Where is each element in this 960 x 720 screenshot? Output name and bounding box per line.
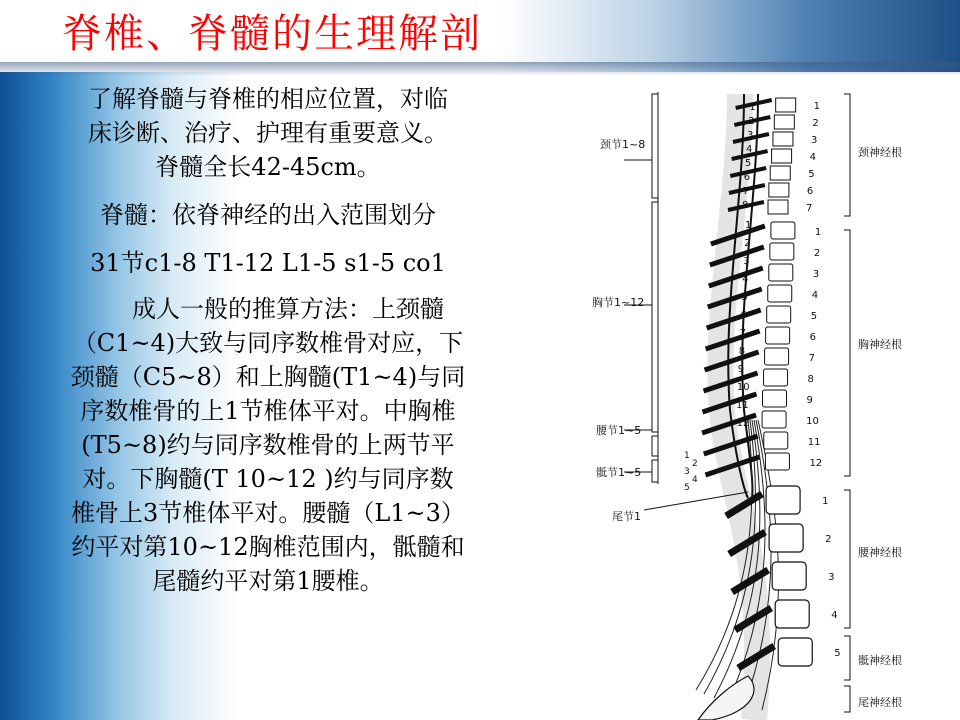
lumbar-vertebra (775, 600, 809, 628)
cervical-vertebra (769, 183, 789, 197)
cervical-vertebra (772, 149, 792, 163)
cord-thoracic-number: 9 (737, 364, 745, 375)
cord-thoracic-number: 7 (739, 328, 746, 339)
cord-cervical-number: 3 (747, 130, 754, 141)
right-brackets (844, 94, 850, 712)
lumbar-vertebra (778, 638, 812, 666)
lumbar-vertebra-number: 3 (828, 572, 835, 583)
lumbar-vertebra-number: 2 (825, 534, 832, 545)
thoracic-vertebra (764, 432, 788, 449)
method-line: 颈髓（C5~8）和上胸髓(T1~4)与同 (70, 363, 466, 391)
label-lumbar-segments: 腰节1~5 (596, 424, 642, 437)
thoracic-vertebra-number: 7 (808, 353, 815, 364)
cord-cervical-number: 6 (743, 172, 751, 183)
label-sacral-segments: 骶节1~5 (596, 466, 642, 479)
intro-line-1: 了解脊髓与脊椎的相应位置，对临 (88, 85, 448, 113)
method-line: 序数椎骨的上1节椎体平对。中胸椎 (80, 397, 456, 425)
thoracic-vertebra-number: 10 (806, 416, 819, 427)
cervical-vertebra-number: 6 (806, 186, 814, 197)
cord-thoracic-number: 6 (740, 310, 747, 321)
cord-cervical-number: 2 (748, 116, 755, 127)
thoracic-vertebra (771, 222, 795, 239)
thoracic-vertebra (765, 453, 789, 470)
segments-line: 31节c1-8 T1-12 L1-5 s1-5 co1 (90, 249, 446, 277)
thoracic-vertebra-number: 8 (807, 374, 814, 385)
cord-lumbosacral-number: 1 (684, 451, 690, 461)
cervical-vertebra-number: 5 (808, 169, 815, 180)
body-text (14, 82, 522, 598)
thoracic-vertebra (769, 264, 793, 281)
spine-diagram-svg (562, 80, 960, 720)
lumbar-vertebra (772, 562, 806, 590)
method-line: （C1~4)大致与同序数椎骨对应，下 (72, 329, 464, 357)
spine-diagram (562, 80, 960, 720)
cervical-vertebra (774, 115, 794, 129)
cord-thoracic-number: 10 (736, 382, 750, 393)
cervical-vertebra-number: 7 (806, 203, 813, 214)
cord-cervical-number: 8 (742, 200, 749, 211)
thoracic-vertebra (770, 243, 794, 260)
method-line: 椎骨上3节椎体平对。腰髓（L1~3） (71, 499, 465, 527)
cord-cervical-number: 1 (749, 102, 756, 113)
division-line: 脊髓：依脊神经的出入范围划分 (100, 201, 436, 229)
label-coccygeal-roots: 尾神经根 (858, 696, 902, 709)
slide-title: 脊椎、脊髓的生理解剖 (62, 11, 482, 57)
label-thoracic-roots: 胸神经根 (858, 338, 902, 351)
thoracic-vertebra-number: 9 (806, 395, 813, 406)
cord-lumbosacral-number: 5 (684, 483, 690, 493)
cord-lumbosacral-number: 4 (692, 475, 698, 485)
cord-cervical-number: 7 (742, 186, 750, 197)
cord-thoracic-number: 5 (741, 292, 748, 303)
cervical-vertebra (768, 200, 788, 214)
cord-thoracic-number: 12 (736, 418, 750, 429)
cervical-vertebra (773, 132, 793, 146)
cord-thoracic-number: 1 (745, 220, 752, 231)
lumbar-vertebra-number: 4 (831, 610, 838, 621)
method-line: 尾髓约平对第1腰椎。 (152, 567, 384, 595)
lumbar-vertebra (766, 486, 800, 514)
intro-line-2: 床诊断、治疗、护理有重要意义。 (88, 119, 448, 147)
method-line: 约平对第10~12胸椎范围内，骶髓和 (71, 533, 465, 561)
thoracic-vertebra-number: 12 (809, 458, 823, 469)
lumbar-vertebra (769, 524, 803, 552)
method-paragraph (14, 292, 522, 598)
cord-thoracic-number: 4 (742, 274, 749, 285)
cord-cervical-number: 5 (744, 158, 752, 169)
cervical-vertebra (770, 166, 790, 180)
thoracic-vertebra-number: 3 (812, 269, 820, 280)
lumbar-vertebra-number: 1 (822, 496, 829, 507)
cervical-vertebra-number: 1 (813, 101, 821, 112)
cord-lumbosacral-number: 2 (692, 459, 698, 469)
label-sacral-roots: 骶神经根 (858, 654, 902, 667)
thoracic-vertebra (768, 285, 792, 302)
cord-thoracic-number: 2 (744, 238, 751, 249)
length-line: 脊髓全长42-45cm。 (155, 153, 381, 181)
cervical-vertebra (776, 98, 796, 112)
cervical-vertebra-number: 2 (812, 118, 819, 129)
thoracic-vertebra-number: 11 (807, 437, 821, 448)
cord-thoracic-number: 8 (738, 346, 746, 357)
cervical-vertebra-number: 4 (809, 152, 816, 163)
thoracic-vertebra (767, 306, 791, 323)
thoracic-vertebra-number: 6 (809, 332, 817, 343)
thoracic-vertebra (763, 390, 787, 407)
method-line: 成人一般的推算方法：上颈髓 (132, 295, 444, 323)
thoracic-vertebra (762, 411, 786, 428)
label-cervical-segments: 颈节1~8 (600, 138, 646, 151)
label-cervical-roots: 颈神经根 (858, 146, 902, 159)
thoracic-vertebra-number: 2 (813, 248, 821, 259)
thoracic-vertebra-number: 5 (810, 311, 818, 322)
lumbar-vertebra-number: 5 (834, 648, 841, 659)
label-lumbar-roots: 腰神经根 (858, 546, 902, 559)
label-thoracic-segments: 胸节1~12 (592, 296, 645, 309)
cord-thoracic-number: 11 (736, 400, 749, 411)
cord-thoracic-number: 3 (743, 256, 750, 267)
label-coccygeal-segment: 尾节1 (612, 510, 641, 523)
thoracic-vertebra (765, 348, 789, 365)
cord-cervical-number: 4 (746, 144, 753, 155)
method-line: 对。下胸髓(T 10~12 )约与同序数 (82, 465, 454, 493)
cord-lumbosacral-number: 3 (684, 467, 690, 477)
method-line: (T5~8)约与同序数椎骨的上两节平 (81, 431, 455, 459)
thoracic-vertebra (766, 327, 790, 344)
cervical-vertebra-number: 3 (810, 135, 818, 146)
thoracic-vertebra-number: 1 (814, 227, 822, 238)
thoracic-vertebra (764, 369, 788, 386)
thoracic-vertebra-number: 4 (811, 290, 819, 301)
header-shadow (0, 62, 960, 76)
